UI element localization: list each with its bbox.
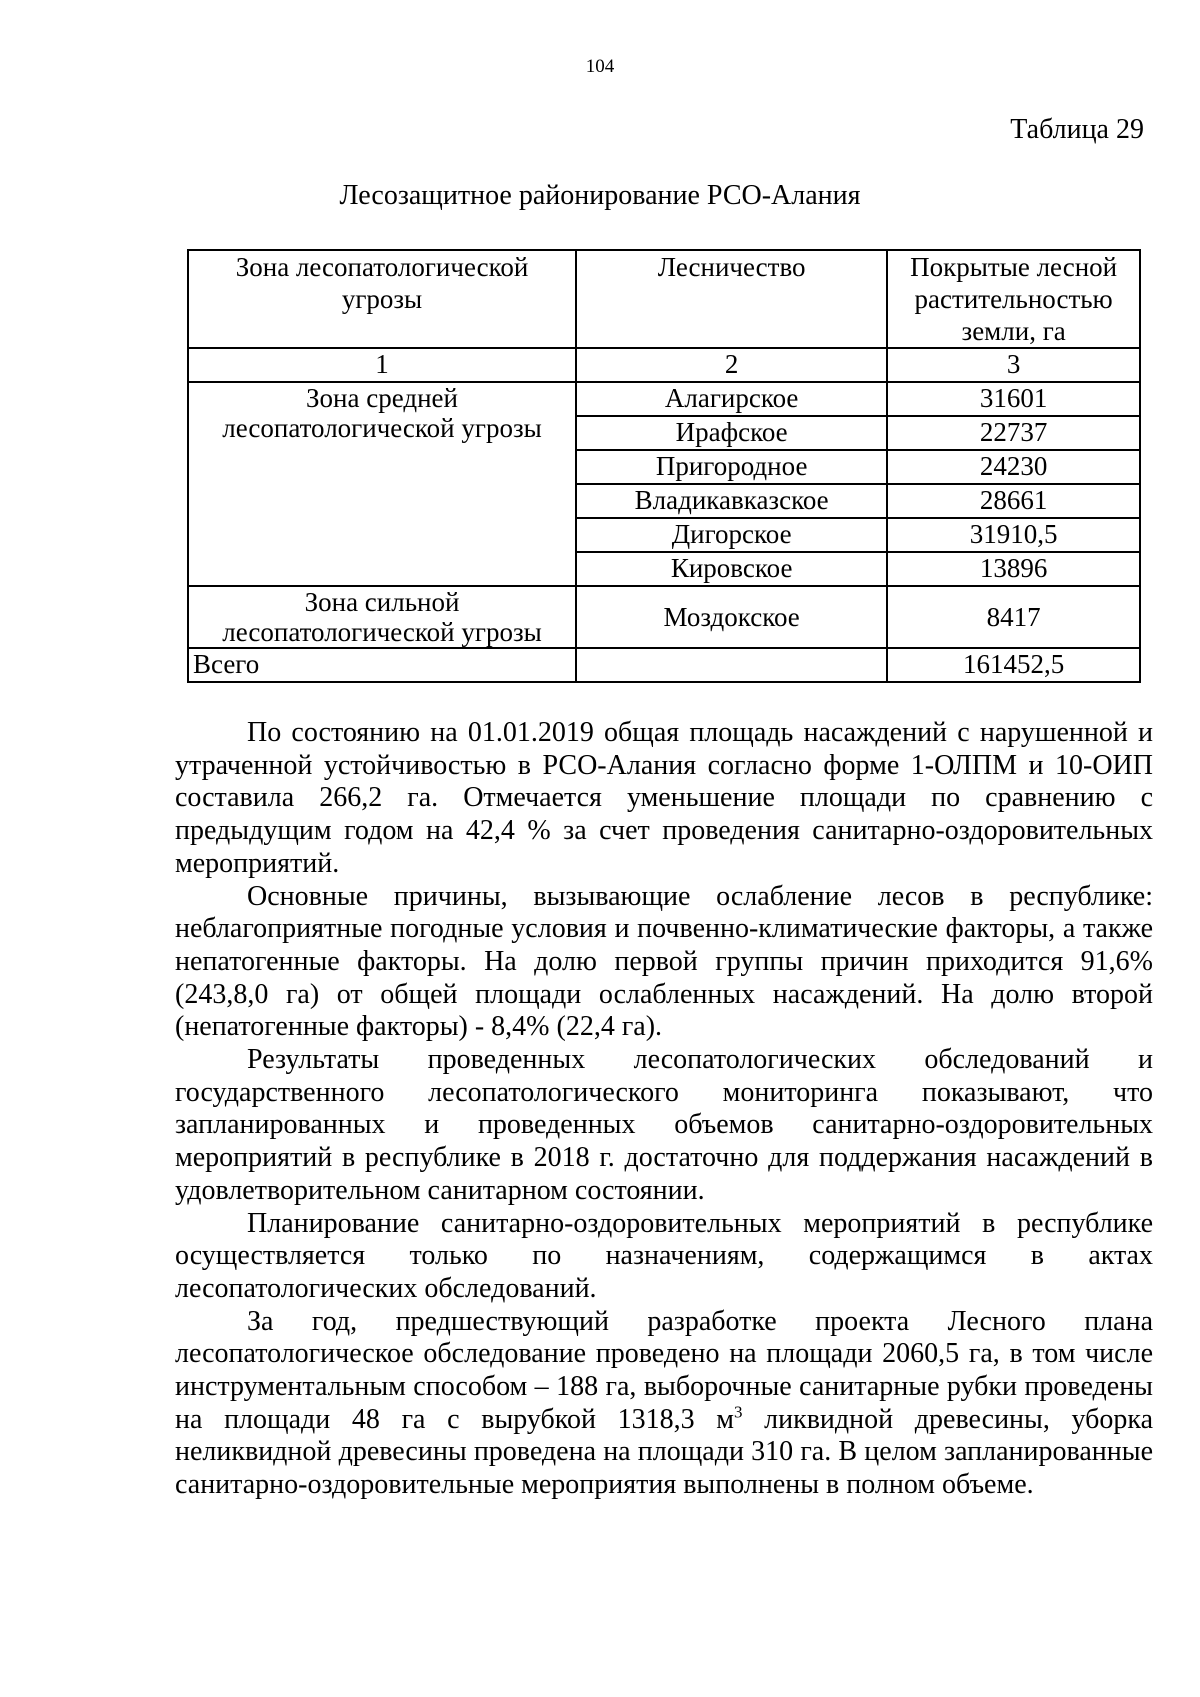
superscript: 3 — [733, 1402, 743, 1422]
paragraph-last — [175, 1306, 1153, 1502]
forestry-cell: Владикавказское — [576, 484, 887, 518]
column-number: 3 — [887, 348, 1140, 382]
forestry-cell: Дигорское — [576, 518, 887, 552]
area-cell: 8417 — [887, 586, 1140, 648]
area-cell: 31601 — [887, 382, 1140, 416]
total-area: 161452,5 — [887, 648, 1140, 682]
area-cell: 24230 — [887, 450, 1140, 484]
total-forestry-cell — [576, 648, 887, 682]
table-header-row — [188, 250, 1140, 348]
header-area: Покрытые лесной растительностью земли, га — [887, 250, 1140, 348]
column-number: 2 — [576, 348, 887, 382]
column-number-row — [188, 348, 1140, 382]
forestry-cell: Пригородное — [576, 450, 887, 484]
paragraph: Результаты проведенных лесопатологических обследований и государственного лесопатологического мониторинга показывают, что запланированных и проведенных объемов санитарно-оздоровительных мероприятий в республике в 2018 г. достаточно для поддержания насаждений в удовлетворительном санитарном состоянии. — [175, 1044, 1153, 1206]
page-number: 104 — [585, 56, 615, 77]
header-forestry: Лесничество — [576, 250, 887, 348]
forestry-cell: Моздокское — [576, 586, 887, 648]
paragraph: По состоянию на 01.01.2019 общая площадь насаждений с нарушенной и утраченной устойчивостью в РСО-Алания согласно форме 1-ОЛПМ и 10-ОИП составила 266,2 га. Отмечается уменьшение площади по сравнению с предыдущим годом на 42,4 % за счет проведения санитарно-оздоровительных мероприятий. — [175, 717, 1153, 879]
area-cell: 13896 — [887, 552, 1140, 586]
body-text — [175, 717, 1153, 1502]
table-label: Таблица 29 — [1010, 114, 1144, 145]
area-cell: 31910,5 — [887, 518, 1140, 552]
paragraph-text: ликвидной древесины, уборка неликвидной древесины проведена на площади 310 га. В целом запланированные санитарно-оздоровительные мероприятия выполнены в полном объеме. — [175, 1403, 1153, 1501]
zone-cell: Зона сильной лесопатологической угрозы — [188, 586, 576, 648]
paragraph-text: За год, предшествующий разработке проекта Лесного плана лесопатологическое обследование проведено на площади 2060,5 га, в том числе инструментальным способом – 188 га, выборочные санитарные рубки проведены на площади 48 га с вырубкой 1318,3 м — [175, 1305, 1153, 1435]
paragraph: Планирование санитарно-оздоровительных мероприятий в республике осуществляется только по назначениям, содержащимся в актах лесопатологических обследований. — [175, 1207, 1153, 1304]
forestry-cell: Алагирское — [576, 382, 887, 416]
zone-cell: Зона средней лесопатологической угрозы — [188, 382, 576, 586]
paragraph: Основные причины, вызывающие ослабление лесов в республике: неблагоприятные погодные условия и почвенно-климатические факторы, а также непатогенные факторы. На долю первой группы причин приходится 91,6% (243,8,0 га) от общей площади ослабленных насаждений. На долю второй (непатогенные факторы) - 8,4% (22,4 га). — [175, 880, 1153, 1043]
table-row — [188, 382, 1140, 416]
total-row — [188, 648, 1140, 682]
forestry-cell: Ирафское — [576, 416, 887, 450]
forestry-cell: Кировское — [576, 552, 887, 586]
area-cell: 22737 — [887, 416, 1140, 450]
total-label: Всего — [188, 648, 576, 682]
area-cell: 28661 — [887, 484, 1140, 518]
table-row — [188, 586, 1140, 648]
forest-zoning-table — [187, 249, 1141, 683]
header-zone: Зона лесопатологической угрозы — [188, 250, 576, 348]
column-number: 1 — [188, 348, 576, 382]
table-title: Лесозащитное районирование РСО-Алания — [339, 180, 861, 211]
